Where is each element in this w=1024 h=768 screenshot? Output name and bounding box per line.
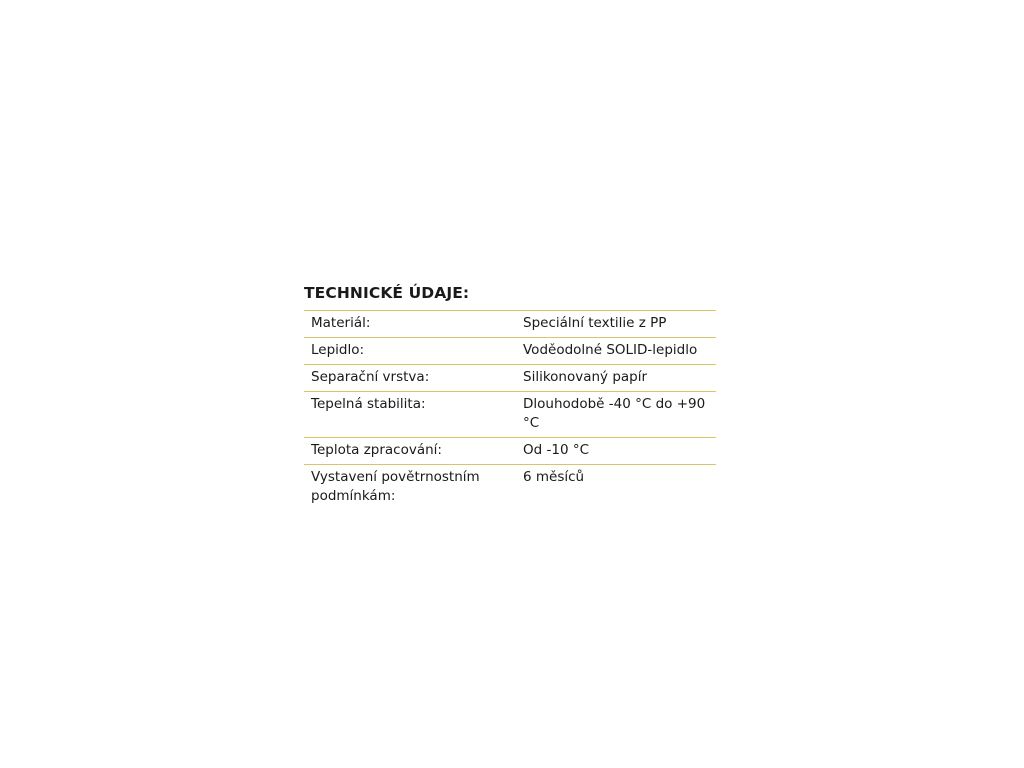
technical-data-section xyxy=(304,281,716,510)
row-value: Silikonovaný papír xyxy=(517,365,716,392)
row-value: Voděodolné SOLID-lepidlo xyxy=(517,338,716,365)
table-row xyxy=(304,438,716,465)
row-label: Materiál: xyxy=(304,311,517,338)
table-row xyxy=(304,465,716,511)
spec-table xyxy=(304,311,716,510)
row-value: 6 měsíců xyxy=(523,469,585,485)
row-label: Lepidlo: xyxy=(304,338,517,365)
table-row xyxy=(304,365,716,392)
row-label: Separační vrstva: xyxy=(304,365,517,392)
row-label: Teplota zpracování: xyxy=(304,438,517,465)
table-row xyxy=(304,338,716,365)
section-title: TECHNICKÉ ÚDAJE: xyxy=(304,281,716,311)
table-row xyxy=(304,311,716,338)
row-value: Speciální textilie z PP xyxy=(517,311,716,338)
row-value: Dlouhodobě -40 °C do +90 °C xyxy=(517,392,716,438)
row-label: Tepelná stabilita: xyxy=(304,392,517,438)
table-row xyxy=(304,392,716,438)
row-value: Od -10 °C xyxy=(517,438,716,465)
row-label: Vystavení povětrnostním podmínkám: xyxy=(311,469,480,504)
